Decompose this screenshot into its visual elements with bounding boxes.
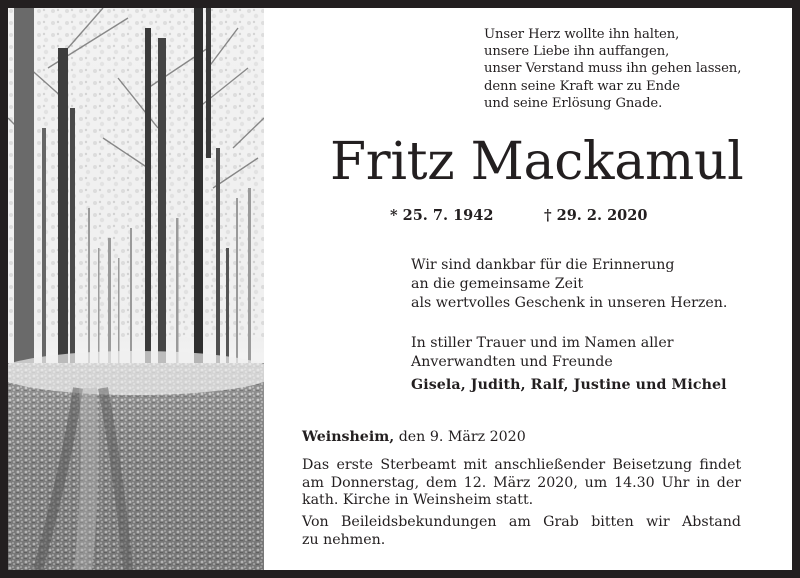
funeral-info <box>302 457 741 510</box>
mourners-names: Gisela, Judith, Ralf, Justine und Michel <box>411 377 727 393</box>
death-date: † 29. 2. 2020 <box>544 207 648 224</box>
poem-line: unser Verstand muss ihn gehen lassen, <box>484 61 742 77</box>
poem-verse <box>484 26 741 112</box>
funeral-line: am Donnerstag, dem 12. März 2020, um 14.30 Uhr in der <box>302 474 741 491</box>
date: den 9. März 2020 <box>394 429 526 445</box>
forest-photo <box>8 8 264 570</box>
forest-image <box>8 8 264 570</box>
condolence-line: Von Beileidsbekundungen am Grab bitten wir Abstand <box>302 514 741 530</box>
birth-date: * 25. 7. 1942 <box>390 207 494 224</box>
gratitude-line: an die gemeinsame Zeit <box>411 276 584 292</box>
funeral-line: kath. Kirche in Weinsheim statt. <box>302 492 534 508</box>
obituary-notice <box>8 8 792 570</box>
gratitude-line: als wertvolles Geschenk in unseren Herzen. <box>411 295 728 311</box>
mourning-line: In stiller Trauer und im Namen aller <box>411 335 674 351</box>
poem-line: unsere Liebe ihn auffangen, <box>484 44 670 60</box>
poem-line: und seine Erlösung Gnade. <box>484 95 663 111</box>
funeral-line: Das erste Sterbeamt mit anschließender Beisetzung findet <box>302 457 742 473</box>
poem-line: denn seine Kraft war zu Ende <box>484 78 680 94</box>
deceased-name: Fritz Mackamul <box>330 132 744 192</box>
mourning-text <box>411 334 727 395</box>
gratitude-text <box>411 256 727 313</box>
place: Weinsheim, <box>302 429 395 445</box>
poem-line: Unser Herz wollte ihn halten, <box>484 27 680 42</box>
gratitude-line: Wir sind dankbar für die Erinnerung <box>411 257 675 273</box>
condolence-note <box>302 514 741 549</box>
mourning-line: Anverwandten und Freunde <box>411 354 613 370</box>
place-date-line <box>302 429 526 445</box>
condolence-line: zu nehmen. <box>302 531 386 548</box>
